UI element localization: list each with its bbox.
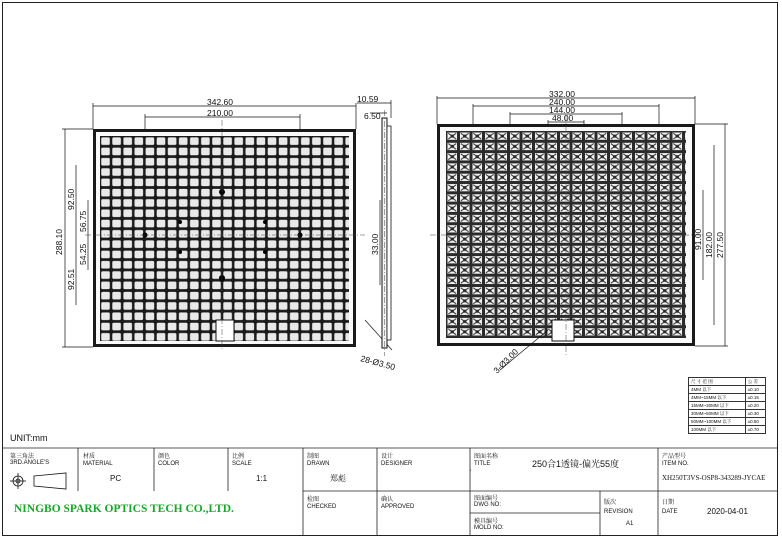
company-name: NINGBO SPARK OPTICS TECH CO.,LTD.: [14, 503, 234, 515]
approved-cn-label: 确认: [381, 497, 394, 503]
third-angle-symbol: [10, 473, 66, 489]
dim-side-thickness: 10.59: [357, 94, 379, 104]
material-cn-label: 材质: [83, 454, 96, 460]
lens-array: [100, 136, 349, 341]
tolerance-range: 15MM~30MM 以下: [689, 402, 746, 410]
drawn-value: 郑彪: [330, 474, 346, 483]
scale-cn-label: 比例: [232, 454, 245, 460]
dim-front-inner-width: 210.00: [207, 108, 233, 118]
angle-en-label: 3RD.ANGLE'S: [10, 460, 50, 466]
tolerance-value: ±0.30: [745, 410, 765, 418]
mold-cn-label: 模具编号: [474, 519, 499, 525]
tolerance-value: ±0.10: [745, 386, 765, 394]
dim-side-height: 33.00: [370, 233, 380, 255]
dim-side-flange: 6.50: [364, 111, 381, 121]
date-value: 2020-04-01: [707, 507, 748, 516]
color-label: COLOR: [158, 461, 180, 467]
tolerance-range: 50MM~100MM 以下: [689, 418, 746, 426]
title-label: TITLE: [474, 461, 491, 467]
dim-front-56-75: 56.75: [78, 210, 88, 232]
checked-cn-label: 检图: [307, 497, 320, 503]
dim-front-92-51: 92.51: [66, 268, 76, 290]
tolerance-range: 4MM 以下: [689, 386, 746, 394]
back-hole-note: 3-Ø3.00: [491, 346, 521, 376]
dim-back-91: 91.00: [693, 228, 703, 250]
material-value: PC: [110, 474, 122, 483]
tolerance-range: 30MM~50MM 以下: [689, 410, 746, 418]
revision-value: A1: [626, 521, 634, 527]
unit-label: UNIT:mm: [10, 433, 48, 443]
scale-label: SCALE: [232, 461, 252, 467]
revision-label: REVISION: [604, 509, 633, 515]
tolerance-range: 100MM 以下: [689, 426, 746, 434]
front-hole-note: 28-Ø3.50: [359, 353, 397, 373]
designer-cn-label: 设计: [381, 454, 394, 460]
designer-label: DESIGNER: [381, 461, 413, 467]
tolerance-value: ±0.50: [745, 418, 765, 426]
scale-value: 1:1: [256, 474, 268, 483]
gate-notch: [216, 320, 234, 341]
tolerance-value: ±0.70: [745, 426, 765, 434]
dim-front-54-25: 54.25: [78, 243, 88, 265]
tolerance-value: ±0.20: [745, 402, 765, 410]
dim-front-height: 288.10: [54, 229, 64, 255]
dim-front-92-50: 92.50: [66, 188, 76, 210]
checked-label: CHECKED: [307, 504, 337, 510]
date-cn-label: 日期: [662, 500, 675, 506]
front-view: [85, 120, 365, 350]
dim-back-240: 240.00: [549, 97, 575, 107]
title-cn-label: 图面名称: [474, 454, 499, 460]
mold-label: MOLD NO:: [474, 525, 504, 531]
title-value: 250合1透镜-偏光55度: [532, 459, 620, 469]
material-label: MATERIAL: [83, 461, 113, 467]
dim-back-182: 182.00: [704, 232, 714, 258]
item-value: XH250T3VS-OSP8-343289-JYCAE: [662, 474, 766, 482]
dim-front-width: 342.60: [207, 97, 233, 107]
approved-label: APPROVED: [381, 504, 415, 510]
dwg-label: DWG NO:: [474, 502, 501, 508]
tolerance-header-tol: 公 差: [745, 378, 765, 386]
drawn-cn-label: 制图: [307, 454, 320, 460]
angle-cn-label: 第三角法: [10, 454, 35, 460]
item-label: ITEM NO.: [662, 461, 689, 467]
tolerance-table: [688, 377, 766, 434]
side-view: [382, 110, 391, 356]
date-label: DATE: [662, 509, 678, 515]
dim-back-height: 277.50: [715, 232, 725, 258]
tolerance-range: 4MM~15MM 以下: [689, 394, 746, 402]
dwg-cn-label: 图面编号: [474, 496, 499, 502]
dim-back-144: 144.00: [549, 105, 575, 115]
revision-cn-label: 版次: [604, 500, 617, 506]
back-gate-notch: [552, 320, 574, 341]
item-cn-label: 产品型号: [662, 454, 687, 460]
tolerance-value: ±0.15: [745, 394, 765, 402]
back-view: [430, 115, 705, 355]
drawn-label: DRAWN: [307, 461, 330, 467]
dim-back-48: 48.00: [552, 113, 574, 123]
color-cn-label: 颜色: [158, 454, 171, 460]
tolerance-header-range: 尺 寸 范 围: [689, 378, 746, 386]
dim-back-width: 332.00: [549, 89, 575, 99]
